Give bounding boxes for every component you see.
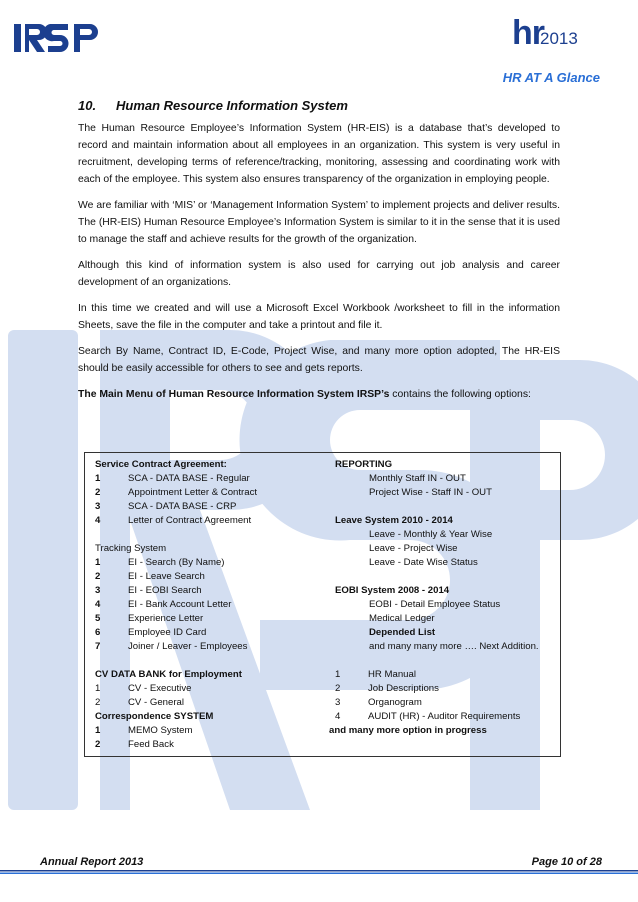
paragraph: We are familiar with ‘MIS’ or ‘Management Information System’ to implement projects and deliver results. The (HR-EIS) Human Resource Employee’s Information System is similar to it in the sense that it is used to manage the staff and achieve results for the growth of the organization. — [78, 200, 560, 245]
cv-data-bank-heading: CV DATA BANK for Employment — [95, 669, 242, 680]
paragraph: Although this kind of information system is also used for carrying out job analysis and career development of an organizations. — [78, 260, 560, 288]
main-menu-table — [84, 452, 561, 757]
list-item: 5 Experience Letter — [95, 613, 204, 624]
footer-page-number: Page 10 of 28 — [531, 856, 602, 868]
list-item: 1 CV - Executive — [95, 683, 192, 694]
list-item: 2 EI - Leave Search — [95, 571, 205, 582]
list-item: 4 AUDIT (HR) - Auditor Requirements — [335, 711, 521, 722]
reporting-heading: REPORTING — [335, 459, 393, 470]
list-item: 1 MEMO System — [95, 725, 193, 736]
list-item: Medical Ledger — [369, 613, 435, 624]
list-item: 1 HR Manual — [335, 669, 416, 680]
paragraph: In this time we created and will use a Microsoft Excel Workbook /worksheet to fill in the information Sheets, save the file in the computer and take a printout and file it. — [78, 303, 560, 331]
menu-right-column — [329, 458, 555, 738]
list-item: 7 Joiner / Leaver - Employees — [95, 641, 248, 652]
header-subtitle: HR AT A Glance — [502, 70, 600, 85]
list-item: 2 Feed Back — [95, 739, 174, 750]
list-item: 2 Job Descriptions — [335, 683, 439, 694]
list-item: 6 Employee ID Card — [95, 627, 207, 638]
main-content — [78, 98, 560, 409]
list-item: 4 EI - Bank Account Letter — [95, 599, 232, 610]
list-item: Leave - Date Wise Status — [369, 557, 478, 568]
more-addition-note: and many many more …. Next Addition. — [369, 641, 539, 652]
list-item: 2 Appointment Letter & Contract — [95, 487, 258, 498]
list-item: Monthly Staff IN - OUT — [369, 473, 466, 484]
footer-divider — [0, 870, 638, 874]
service-contract-heading: Service Contract Agreement: — [95, 459, 227, 470]
hr-logo-text: hr — [512, 14, 544, 52]
list-item: 3 SCA - DATA BASE - CRP — [95, 501, 237, 512]
leave-system-heading: Leave System 2010 - 2014 — [335, 515, 453, 526]
tracking-system-heading: Tracking System — [95, 543, 167, 554]
section-number: 10. — [78, 98, 97, 113]
list-item: 3 EI - EOBI Search — [95, 585, 202, 596]
footer-report-title: Annual Report 2013 — [40, 856, 144, 868]
hr-logo-year: 2013 — [540, 29, 578, 48]
depended-list: Depended List — [369, 627, 436, 638]
list-item: 1 EI - Search (By Name) — [95, 557, 225, 568]
correspondence-heading: Correspondence SYSTEM — [95, 711, 214, 722]
list-item: Leave - Project Wise — [369, 543, 458, 554]
list-item: 4 Letter of Contract Agreement — [95, 515, 252, 526]
list-item: Leave - Monthly & Year Wise — [369, 529, 493, 540]
list-item: 1 SCA - DATA BASE - Regular — [95, 473, 250, 484]
paragraph: The Human Resource Employee’s Information System (HR-EIS) is a database that’s developed to record and maintain information about all employees in an organization. This system is very useful in recruitment, developing terms of reference/tracking, monitoring, assessing and coordinating work with each of the employee. This system also ensures transparency of the organization in employing people. — [78, 123, 560, 185]
in-progress-note: and many more option in progress — [329, 725, 487, 736]
menu-intro-bold: The Main Menu of Human Resource Information System IRSP’s — [78, 389, 390, 400]
menu-intro — [78, 386, 560, 403]
list-item: Project Wise - Staff IN - OUT — [369, 487, 492, 498]
section-heading — [78, 98, 560, 120]
menu-left-column — [95, 458, 325, 752]
hr-2013-logo — [512, 14, 582, 53]
paragraph: Search By Name, Contract ID, E-Code, Project Wise, and many more option adopted, The HR-EIS should be easily accessible for others to see and gets reports. — [78, 346, 560, 374]
list-item: 3 Organogram — [335, 697, 422, 708]
list-item: 2 CV - General — [95, 697, 184, 708]
irsp-logo — [14, 24, 104, 54]
section-title: Human Resource Information System — [116, 98, 348, 113]
menu-intro-rest: contains the following options: — [389, 389, 531, 400]
eobi-system-heading: EOBI System 2008 - 2014 — [335, 585, 450, 596]
list-item: EOBI - Detail Employee Status — [369, 599, 501, 610]
